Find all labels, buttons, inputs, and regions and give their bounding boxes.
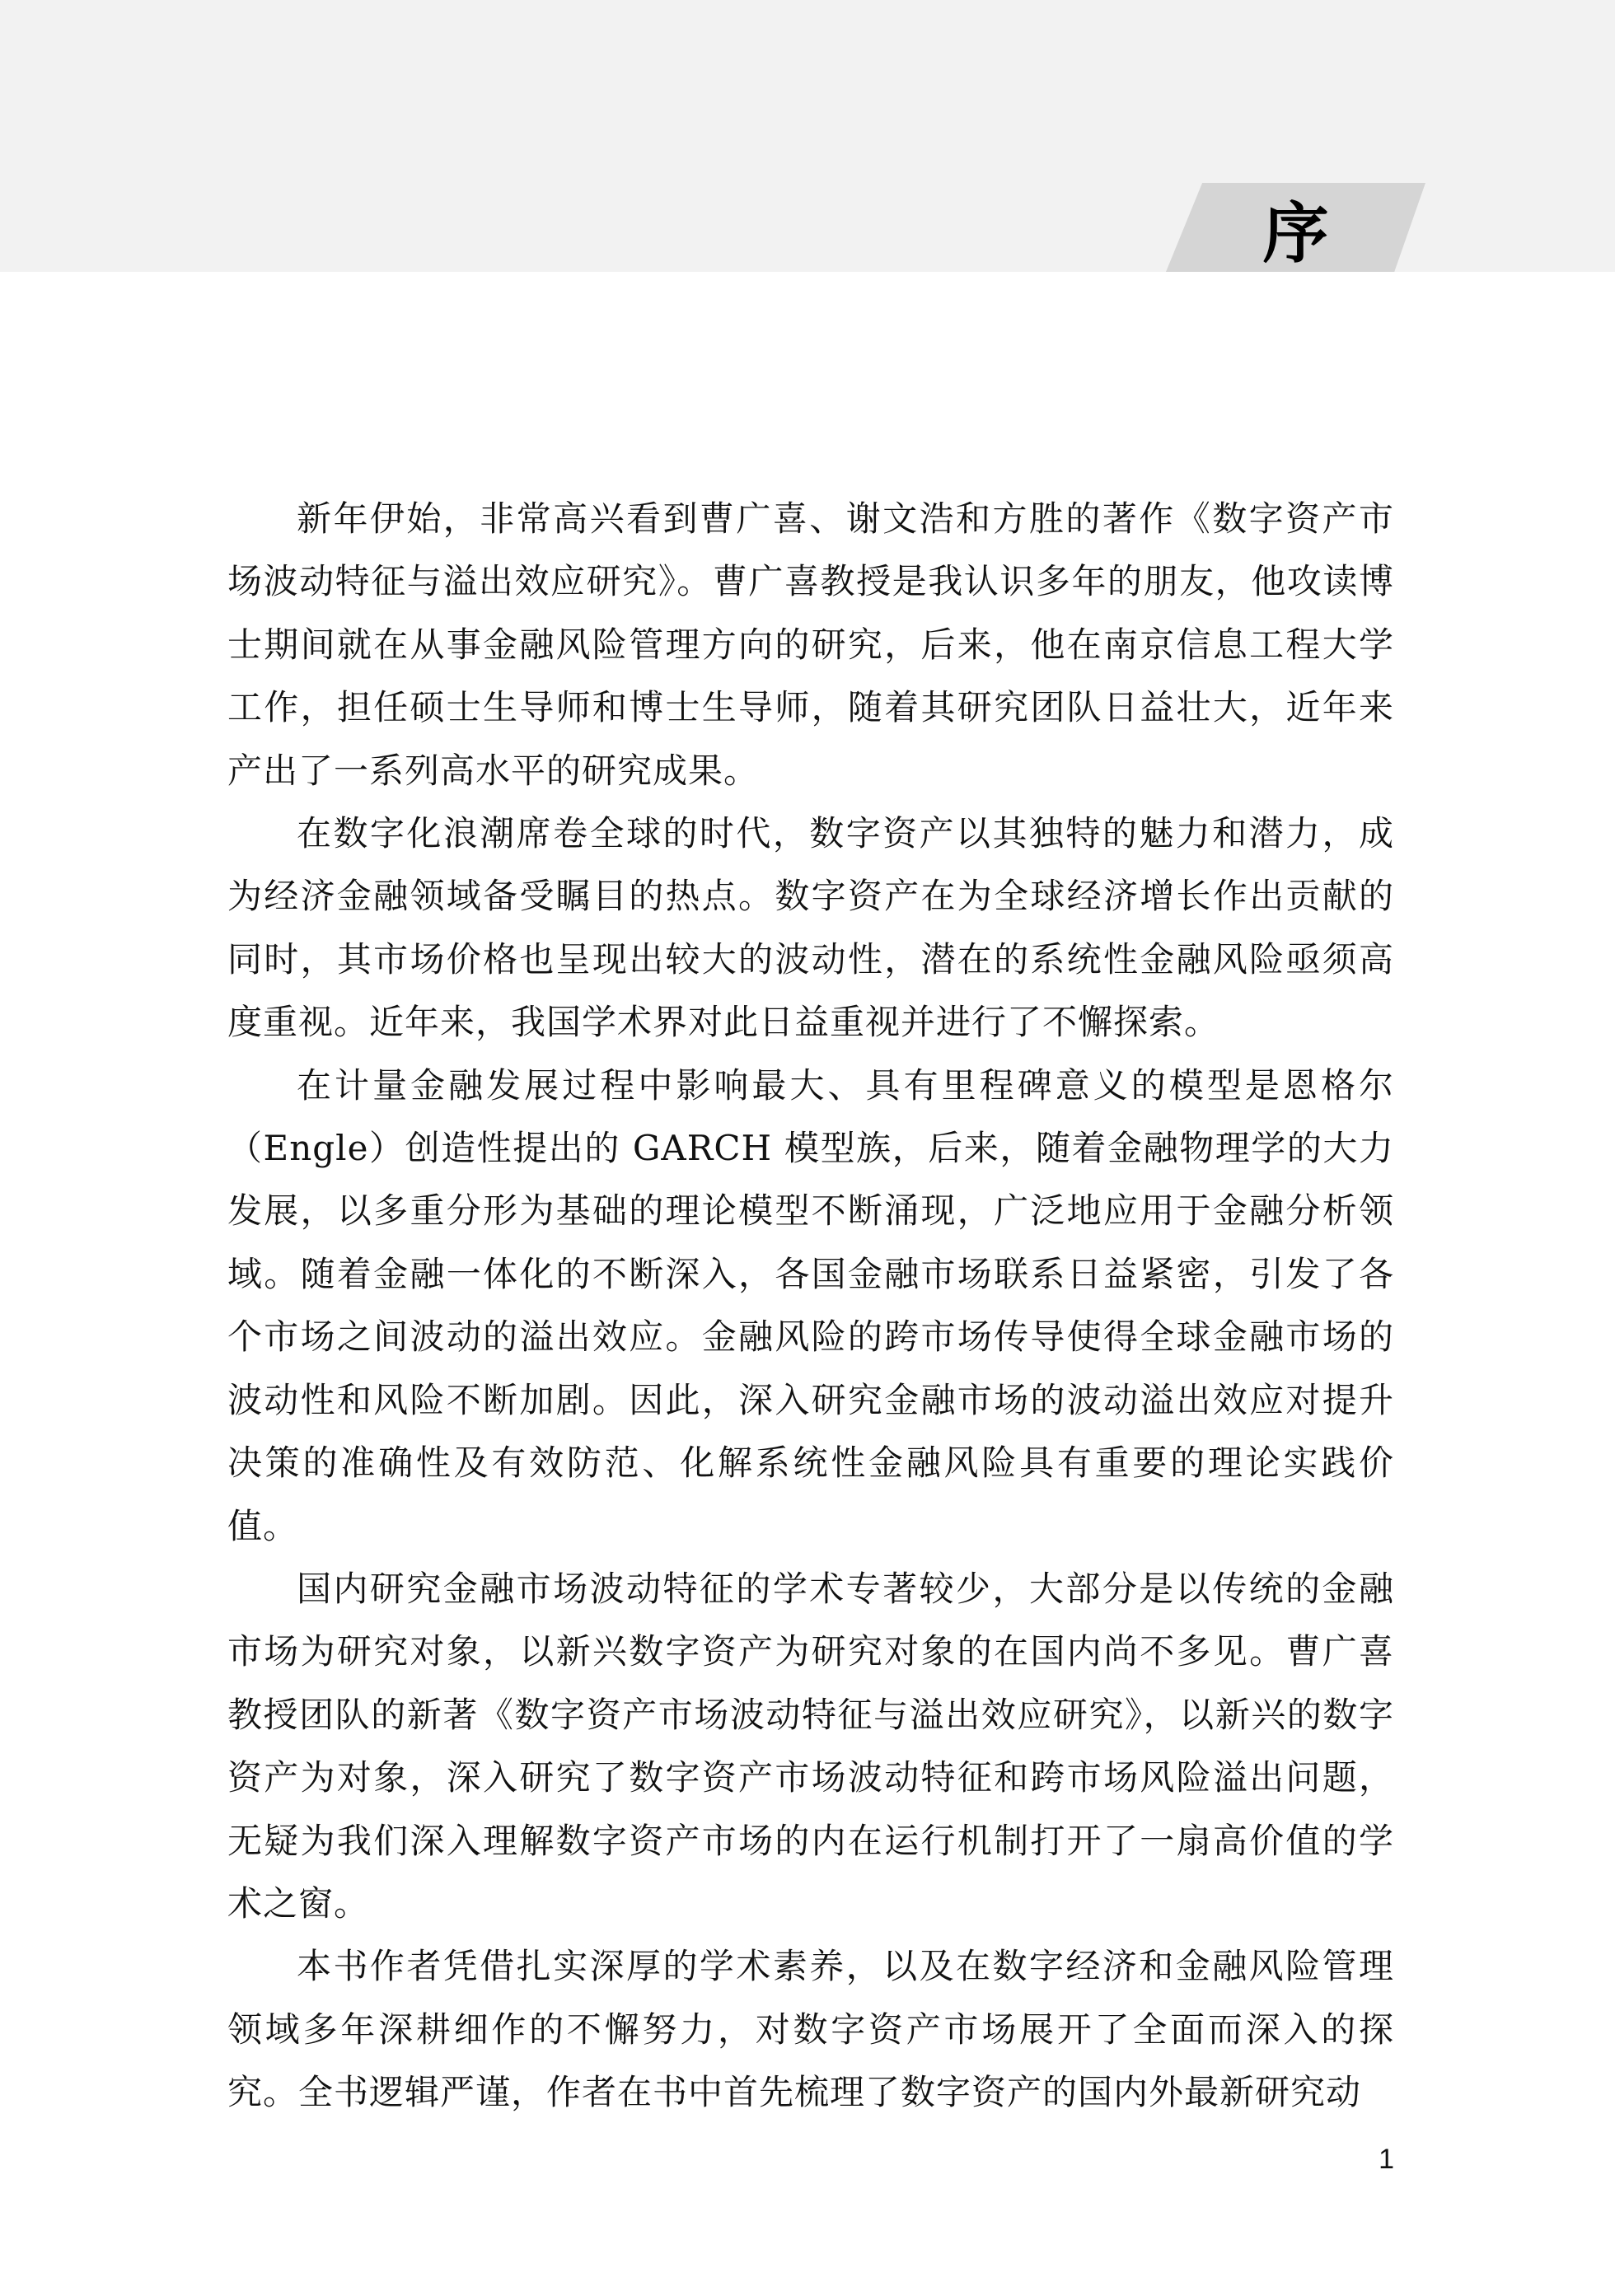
body-text [227, 488, 1394, 2125]
page-title: 序 [1262, 194, 1329, 272]
page-number: 1 [1379, 2144, 1394, 2175]
paragraph: 新年伊始，非常高兴看到曹广喜、谢文浩和方胜的著作《数字资产市场波动特征与溢出效应研究》。曹广喜教授是我认识多年的朋友，他攻读博士期间就在从事金融风险管理方向的研究，后来，他在南京信息工程大学工作，担任硕士生导师和博士生导师，随着其研究团队日益壮大，近年来产出了一系列高水平的研究成果。 [227, 498, 1394, 791]
paragraph: 在数字化浪潮席卷全球的时代，数字资产以其独特的魅力和潜力，成为经济金融领域备受瞩目的热点。数字资产在为全球经济增长作出贡献的同时，其市场价格也呈现出较大的波动性，潜在的系统性金融风险亟须高度重视。近年来，我国学术界对此日益重视并进行了不懈探索。 [227, 813, 1394, 1043]
paragraph: 本书作者凭借扎实深厚的学术素养，以及在数字经济和金融风险管理领域多年深耕细作的不懈努力，对数字资产市场展开了全面而深入的探究。全书逻辑严谨，作者在书中首先梳理了数字资产的国内外最新研究动 [227, 1946, 1394, 2113]
paragraph: 国内研究金融市场波动特征的学术专著较少，大部分是以传统的金融市场为研究对象，以新兴数字资产为研究对象的在国内尚不多见。曹广喜教授团队的新著《数字资产市场波动特征与溢出效应研究》，以新兴的数字资产为对象，深入研究了数字资产市场波动特征和跨市场风险溢出问题，无疑为我们深入理解数字资产市场的内在运行机制打开了一扇高价值的学术之窗。 [227, 1568, 1394, 1924]
paragraph: 在计量金融发展过程中影响最大、具有里程碑意义的模型是恩格尔（Engle）创造性提出的 GARCH 模型族，后来，随着金融物理学的大力发展，以多重分形为基础的理论模型不断涌现，广泛地应用于金融分析领域。随着金融一体化的不断深入，各国金融市场联系日益紧密，引发了各个市场之间波动的溢出效应。金融风险的跨市场传导使得全球金融市场的波动性和风险不断加剧。因此，深入研究金融市场的波动溢出效应对提升决策的准确性及有效防范、化解系统性金融风险具有重要的理论实践价值。 [227, 1064, 1394, 1546]
